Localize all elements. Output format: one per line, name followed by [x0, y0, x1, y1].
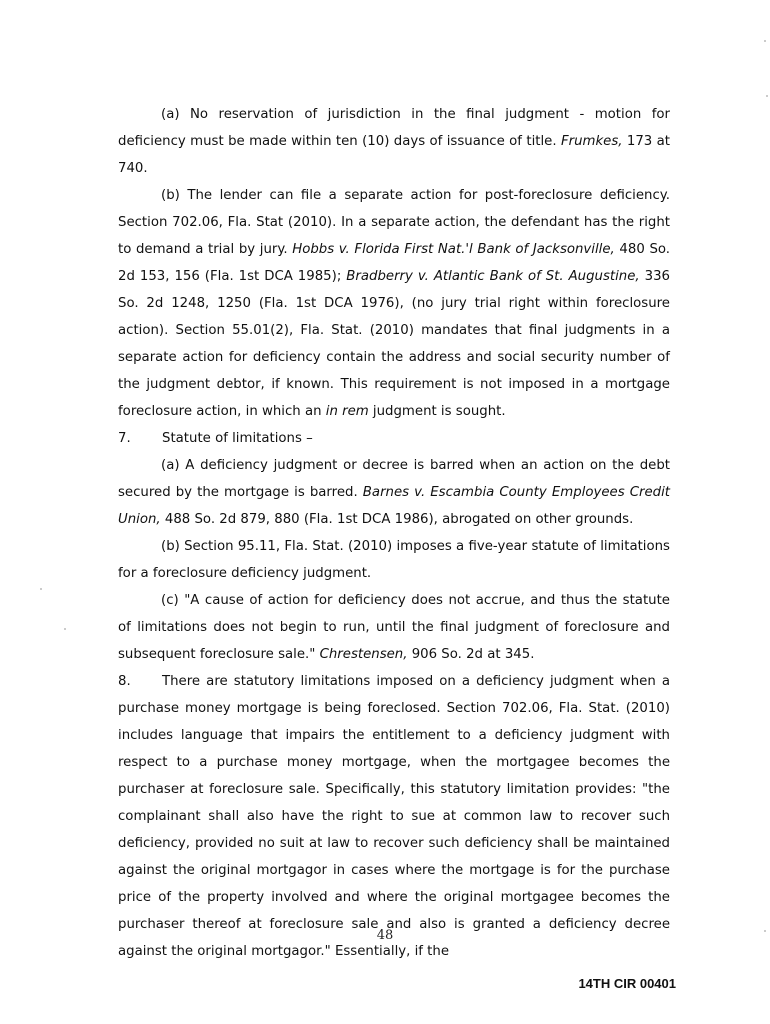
item-heading: Statute of limitations – — [162, 431, 313, 446]
scan-speck — [766, 95, 768, 97]
item-7-heading — [118, 425, 670, 452]
scan-speck — [764, 930, 766, 932]
paragraph-text: 906 So. 2d at 345. — [407, 647, 535, 662]
paragraph-text: (b) The lender can file a separate action for post-foreclosure deficiency. Section 702.06, Fla. Stat (2010). In a separate action, the defendant has the right to demand a trial by jury. — [118, 188, 670, 257]
paragraph-text: There are statutory limitations imposed on a deficiency judgment when a purchase money mortgage is being foreclosed. Section 702.06, Fla. Stat. (2010) includes language that impairs the entitlement to a deficiency judgment with respect to a purchase money mortgage, when the mortgagee becomes the purchaser at foreclosure sale. Specifically, this statutory limitation provides: "the complainant shall also have the right to sue at common law to recover such deficiency, provided no suit at law to recover such deficiency shall be maintained against the original mortgagor in cases where the mortgage is for the purchase price of the property involved and where the original mortgagee becomes the purchaser thereof at foreclosure sale and also is granted a deficiency decree against the original mortgagor." Essentially, if the — [118, 674, 670, 959]
paragraph-text: (b) Section 95.11, Fla. Stat. (2010) imposes a five-year statute of limitations for a foreclosure deficiency judgment. — [118, 539, 670, 581]
scan-speck — [40, 588, 42, 590]
paragraph-text: (c) "A cause of action for deficiency does not accrue, and thus the statute of limitations does not begin to run, until the final judgment of foreclosure and subsequent foreclosure sale." — [118, 593, 670, 662]
case-citation: Chrestensen, — [319, 647, 408, 662]
page-number: 48 — [376, 928, 394, 943]
paragraph-text: judgment is sought. — [368, 404, 506, 419]
case-citation: Barnes v. Escambia County Employees Credit Union, — [118, 485, 670, 527]
paragraph-text: 336 So. 2d 1248, 1250 (Fla. 1st DCA 1976), (no jury trial right within foreclosure action). Section 55.01(2), Fla. Stat. (2010) mandates that final judgments in a separate action for deficiency contain the address and social security number of the judgment debtor, if known. This requirement is not imposed in a mortgage foreclosure action, in which an — [118, 269, 671, 419]
paragraph-6b — [118, 182, 670, 425]
scan-speck — [764, 40, 766, 42]
item-8 — [118, 668, 670, 965]
bates-number: 14TH CIR 00401 — [578, 976, 676, 991]
case-citation: Hobbs v. Florida First Nat.'l Bank of Jacksonville, — [292, 242, 615, 257]
paragraph-7b — [118, 533, 670, 587]
case-citation: Frumkes, — [560, 134, 623, 149]
paragraph-text: 173 at 740. — [118, 134, 671, 176]
item-number: 8. — [118, 674, 131, 689]
paragraph-7a — [118, 452, 670, 533]
paragraph-text: 480 So. 2d 153, 156 (Fla. 1st DCA 1985); — [118, 242, 671, 284]
paragraph-6a — [118, 101, 670, 182]
paragraph-7c — [118, 587, 670, 668]
case-citation: Bradberry v. Atlantic Bank of St. Augustine, — [346, 269, 640, 284]
body-text — [118, 101, 670, 965]
paragraph-text: (a) A deficiency judgment or decree is barred when an action on the debt secured by the mortgage is barred. — [118, 458, 670, 500]
item-number: 7. — [118, 431, 131, 446]
paragraph-text: (a) No reservation of jurisdiction in the final judgment - motion for deficiency must be made within ten (10) days of issuance of title. — [118, 107, 670, 149]
paragraph-text: 488 So. 2d 879, 880 (Fla. 1st DCA 1986), abrogated on other grounds. — [160, 512, 634, 527]
scan-speck — [64, 628, 66, 630]
latin-term: in rem — [325, 404, 369, 419]
